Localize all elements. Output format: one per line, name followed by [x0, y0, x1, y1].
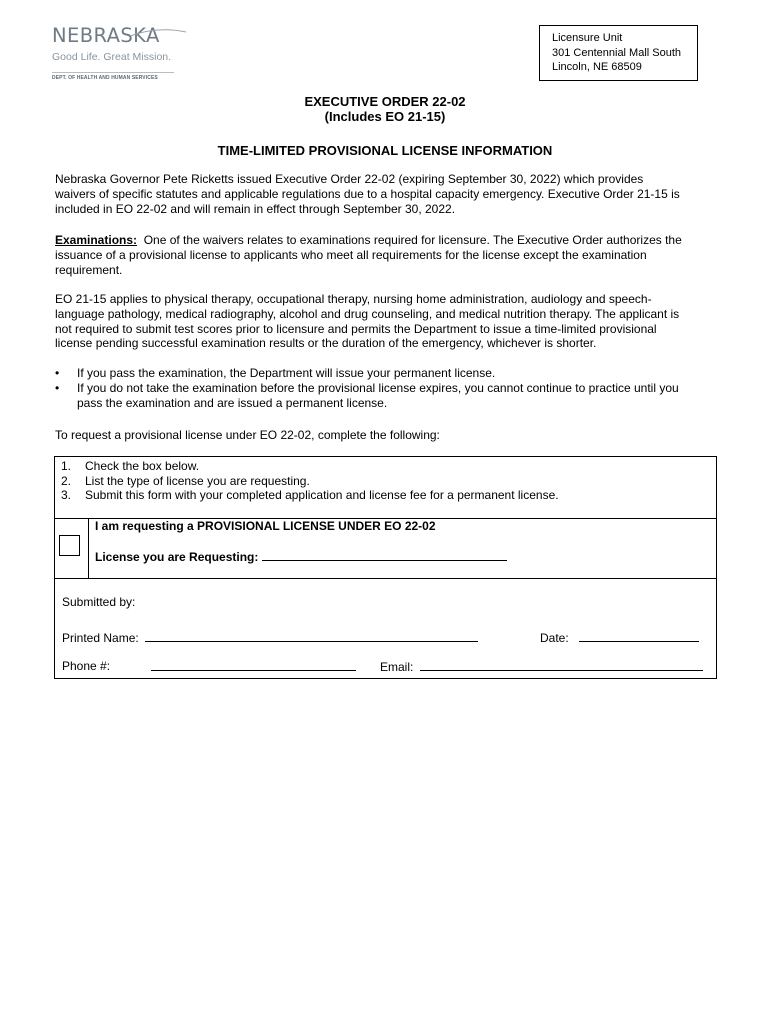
logo-department: DEPT. OF HEALTH AND HUMAN SERVICES: [52, 75, 158, 81]
request-instruction: To request a provisional license under EO 22-02, complete the following:: [55, 428, 440, 442]
email-input-line[interactable]: [420, 659, 703, 671]
request-label: I am requesting a PROVISIONAL LICENSE UNDER EO 22-02: [95, 519, 436, 533]
logo-tagline: Good Life. Great Mission.: [52, 51, 172, 63]
paragraph-line: requirement.: [55, 262, 123, 277]
logo-wordmark: NEBRASKA: [52, 24, 160, 47]
paragraph-line: not required to submit test scores prior to licensure and permits the Department to issue a time-limited provisional: [55, 321, 657, 336]
address-line: Licensure Unit: [552, 32, 623, 44]
printed-name-input-line[interactable]: [145, 630, 478, 642]
eo-21-15-paragraph: [55, 292, 717, 351]
document-title: EXECUTIVE ORDER 22-02: [304, 94, 466, 109]
submitted-by-label: Submitted by:: [62, 595, 136, 609]
divider: [55, 578, 716, 579]
list-item: • If you do not take the examination before the provisional license expires, you cannot continue to practice until you pass the examination and are issued a permanent license.: [55, 380, 679, 410]
examinations-heading: Examinations:: [55, 233, 138, 247]
section-heading: TIME-LIMITED PROVISIONAL LICENSE INFORMATION: [217, 143, 553, 158]
printed-name-field[interactable]: Printed Name:: [62, 630, 478, 645]
address-line: 301 Centennial Mall South: [552, 46, 682, 59]
address-line: Lincoln, NE 68509: [552, 61, 642, 73]
instruction-steps: [61, 459, 559, 503]
paragraph-line: included in EO 22-02 and will remain in effect through September 30, 2022.: [55, 201, 456, 216]
logo-divider: [52, 72, 174, 73]
phone-field[interactable]: Phone #:: [62, 659, 111, 673]
phone-input-line[interactable]: [151, 659, 356, 674]
paragraph-line: issuance of a provisional license to applicants who meet all requirements for the license except the examination: [55, 247, 647, 262]
date-input-line[interactable]: [579, 630, 699, 642]
provisional-license-checkbox[interactable]: [59, 535, 80, 556]
list-item: 1. Check the box below.: [61, 459, 200, 473]
bullet-list: [55, 366, 717, 410]
intro-paragraph: [55, 172, 717, 216]
bullet-icon: •: [55, 366, 60, 380]
nebraska-dhhs-logo: [52, 26, 192, 81]
paragraph-line: EO 21-15 applies to physical therapy, occupational therapy, nursing home administration, audiology and speech-: [55, 292, 652, 306]
list-item: • If you pass the examination, the Department will issue your permanent license.: [55, 366, 496, 380]
email-field[interactable]: Email:: [380, 659, 703, 674]
bullet-icon: •: [55, 380, 60, 395]
list-item: 3. Submit this form with your completed application and license fee for a permanent license.: [61, 488, 559, 502]
paragraph-line: license pending successful examination results or the duration of the emergency, whichever is shorter.: [55, 336, 597, 351]
address-box: [539, 25, 698, 81]
divider: [88, 518, 89, 579]
paragraph-line: One of the waivers relates to examinations required for licensure. The Executive Order authorizes the: [143, 233, 682, 247]
paragraph-line: language pathology, medical radiography, alcohol and drug counseling, and medical nutrition therapy. The applicant is: [55, 306, 680, 321]
document-title-sub: (Includes EO 21-15): [324, 109, 446, 124]
license-input-line[interactable]: [262, 549, 507, 561]
paragraph-line: Nebraska Governor Pete Ricketts issued Executive Order 22-02 (expiring September 30, 2022) which provides: [55, 172, 644, 186]
list-item: 2. List the type of license you are requesting.: [61, 473, 310, 488]
logo-swoosh-icon: [128, 26, 188, 38]
date-field[interactable]: Date:: [540, 630, 699, 645]
request-form: [54, 456, 717, 679]
examinations-paragraph: [55, 233, 717, 277]
paragraph-line: waivers of specific statutes and applicable regulations due to a hospital capacity emergency. Executive Order 21-15 is: [55, 186, 680, 201]
license-requesting-field[interactable]: License you are Requesting:: [95, 549, 507, 564]
